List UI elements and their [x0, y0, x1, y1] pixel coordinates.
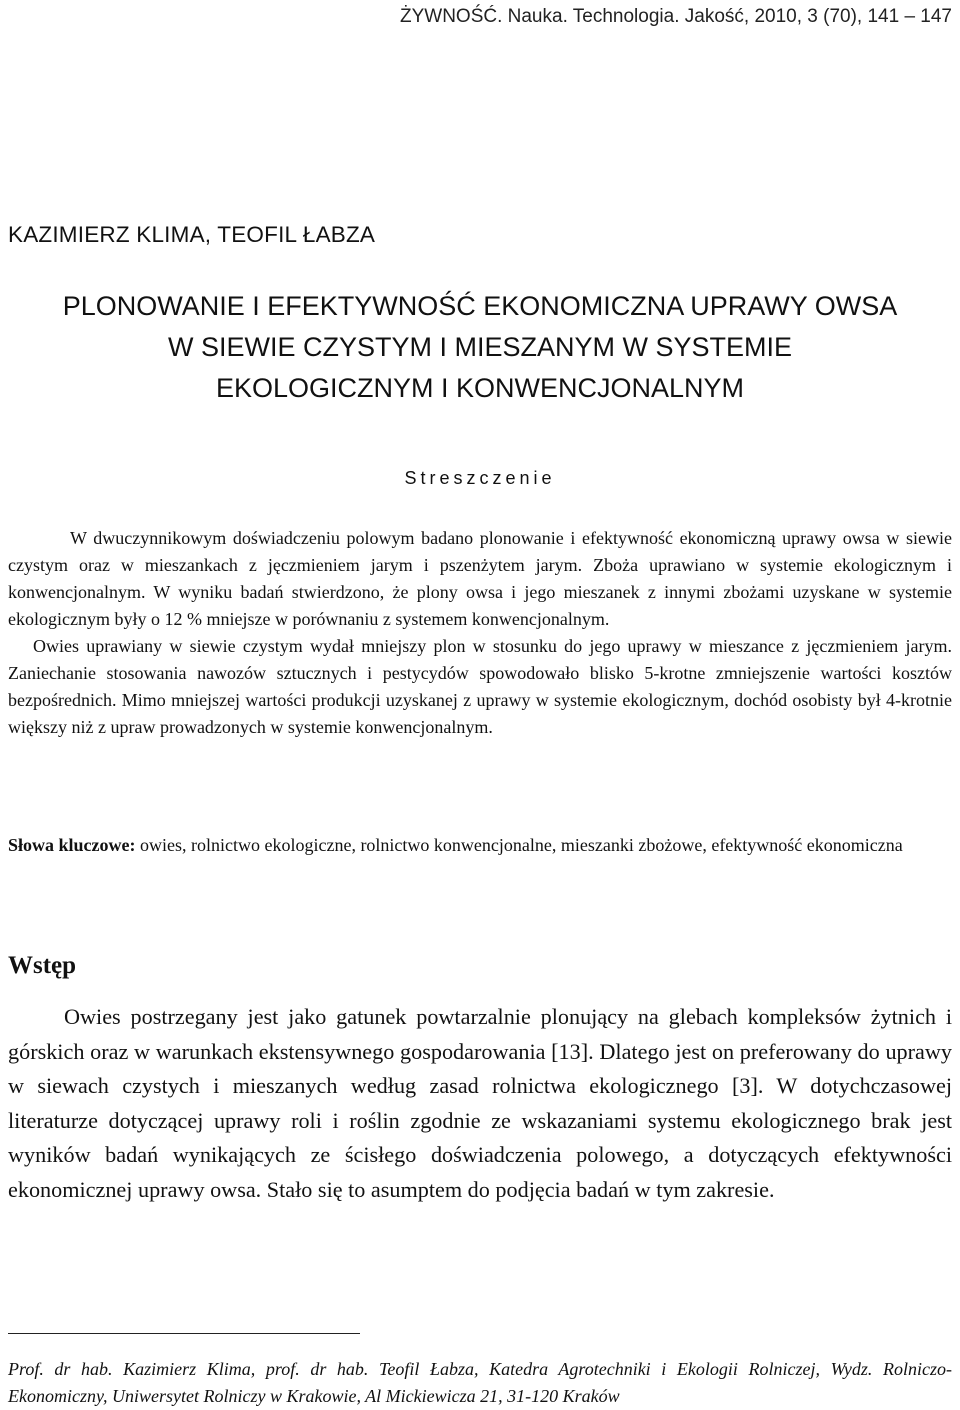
abstract-heading: Streszczenie: [404, 468, 556, 488]
author-footnote: Prof. dr hab. Kazimierz Klima, prof. dr hab. Teofil Łabza, Katedra Agrotechniki i Ekologii Rolniczej, Wydz. Rolniczo-Ekonomiczny, Uniwersytet Rolniczy w Krakowie, Al Mickiewicza 21, 31-120 Kraków: [8, 1359, 952, 1406]
abstract-paragraph: W dwuczynnikowym doświadczeniu polowym badano plonowanie i efektywność ekonomiczną uprawy owsa w siewie czystym oraz w mieszankach z jęczmieniem jarym i pszenżytem jarym. Zboża uprawiano w systemie ekologicznym i konwencjonalnym. W wyniku badań stwierdzono, że plony owsa i jego mieszanek z innymi zbożami uzyskane w systemie ekologicznym były o 12 % mniejsze w porównaniu z systemem konwencjonalnym.: [8, 528, 952, 629]
keywords: [8, 832, 952, 859]
intro-paragraph: Owies postrzegany jest jako gatunek powtarzalnie plonujący na glebach kompleksów żytnich i górskich oraz w warunkach ekstensywnego gospodarowania [13]. Dlatego jest on preferowany do uprawy w siewach czystych i mieszanych według zasad rolnictwa ekologicznego [3]. W dotychczasowej literaturze dotyczącej uprawy roli i roślin zgodnie ze wskazaniami systemu ekologicznego brak jest wyników badań wynikających ze ścisłego doświadczenia polowego, a dotyczących efektywności ekonomicznej uprawy owsa. Stało się to asumptem do podjęcia badań w tym zakresie.: [8, 1004, 952, 1202]
title-line: W SIEWIE CZYSTYM I MIESZANYM W SYSTEMIE: [167, 332, 793, 362]
keywords-label: Słowa kluczowe:: [8, 835, 136, 855]
section-heading: Wstęp: [8, 952, 77, 979]
authors: KAZIMIERZ KLIMA, TEOFIL ŁABZA: [8, 222, 376, 247]
paper-title: [0, 286, 960, 409]
abstract-paragraph: Owies uprawiany w siewie czystym wydał mniejszy plon w stosunku do jego uprawy w mieszance z jęczmieniem jarym. Zaniechanie stosowania nawozów sztucznych i pestycydów spowodowało blisko 5-krotne zmniejszenie wartości kosztów bezpośrednich. Mimo mniejszej wartości produkcji uzyskanej z uprawy w systemie ekologicznym, dochód osobisty był 4-krotnie większy niż z upraw prowadzonych w systemie konwencjonalnym.: [8, 636, 952, 737]
abstract: [8, 525, 952, 741]
keywords-text: owies, rolnictwo ekologiczne, rolnictwo konwencjonalne, mieszanki zbożowe, efektywność ekonomiczna: [135, 835, 903, 855]
title-line: PLONOWANIE I EFEKTYWNOŚĆ EKONOMICZNA UPRAWY OWSA: [62, 291, 898, 321]
journal-header: ŻYWNOŚĆ. Nauka. Technologia. Jakość, 2010, 3 (70), 141 – 147: [399, 6, 952, 27]
footnote-rule: [8, 1333, 360, 1334]
title-line: EKOLOGICZNYM I KONWENCJONALNYM: [215, 373, 745, 403]
intro-body: [8, 1000, 952, 1207]
